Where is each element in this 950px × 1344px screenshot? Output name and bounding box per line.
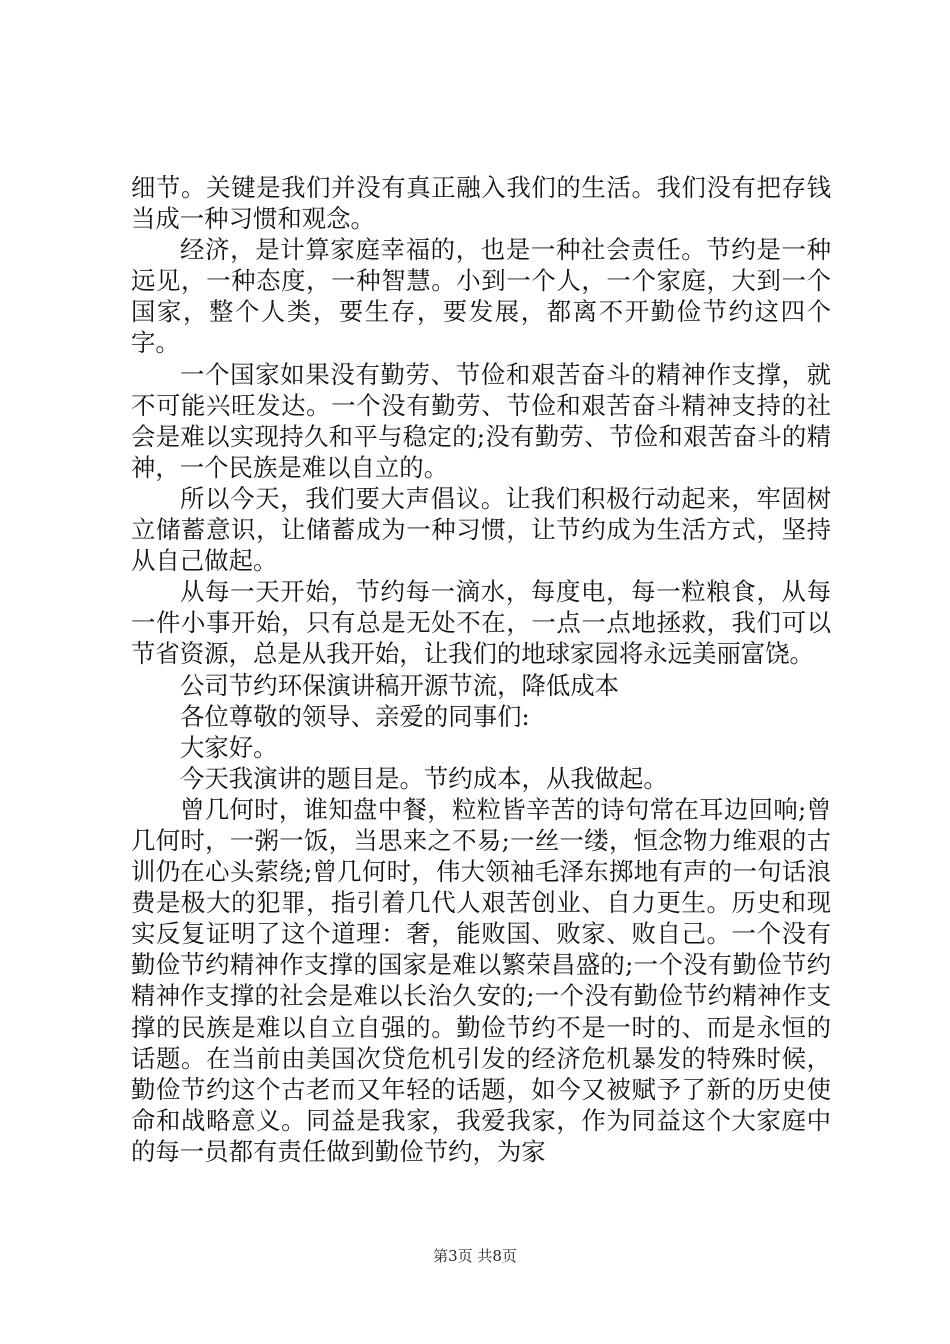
- page-number-footer: 第3页 共8页: [433, 1247, 517, 1265]
- paragraph: 一个国家如果没有勤劳、节俭和艰苦奋斗的精神作支撑，就不可能兴旺发达。一个没有勤劳、节俭和艰苦奋斗精神支持的社会是难以实现持久和平与稳定的;没有勤劳、节俭和艰苦奋斗的精神，一个民族是难以自立的。: [131, 359, 831, 482]
- paragraph: 今天我演讲的题目是。节约成本，从我做起。: [180, 763, 668, 793]
- paragraph: 曾几何时，谁知盘中餐，粒粒皆辛苦的诗句常在耳边回响;曾几何时，一粥一饭，当思来之不易;一丝一缕，恒念物力维艰的古训仍在心头萦绕;曾几何时，伟大领袖毛泽东掷地有声的一句话浪费是极大的犯罪，指引着几代人艰苦创业、自力更生。历史和现实反复证明了这个道理：奢，能败国、败家、败自己。一个没有勤俭节约精神作支撑的国家是难以繁荣昌盛的;一个没有勤俭节约精神作支撑的社会是难以长治久安的;一个没有勤俭节约精神作支撑的民族是难以自立自强的。勤俭节约不是一时的、而是永恒的话题。在当前由美国次贷危机引发的经济危机暴发的特殊时候，勤俭节约这个古老而又年轻的话题，如今又被赋予了新的历史使命和战略意义。同益是我家，我爱我家，作为同益这个大家庭中的每一员都有责任做到勤俭节约，为家: [131, 794, 831, 1166]
- paragraph: 公司节约环保演讲稿开源节流，降低成本: [180, 670, 620, 700]
- document-body: [131, 172, 831, 1167]
- paragraph: 细节。关键是我们并没有真正融入我们的生活。我们没有把存钱当成一种习惯和观念。: [131, 173, 831, 234]
- paragraph: 所以今天，我们要大声倡议。让我们积极行动起来，牢固树立储蓄意识，让储蓄成为一种习惯，让节约成为生活方式，坚持从自己做起。: [131, 483, 831, 576]
- paragraph: 从每一天开始，节约每一滴水，每度电，每一粒粮食，从每一件小事开始，只有总是无处不在，一点一点地拯救，我们可以节省资源，总是从我开始，让我们的地球家园将永远美丽富饶。: [131, 577, 831, 669]
- paragraph: 大家好。: [180, 732, 278, 762]
- paragraph: 经济，是计算家庭幸福的，也是一种社会责任。节约是一种远见，一种态度，一种智慧。小到一个人，一个家庭，大到一个国家，整个人类，要生存，要发展，都离不开勤俭节约这四个字。: [131, 235, 831, 358]
- paragraph: 各位尊敬的领导、亲爱的同事们:: [180, 701, 530, 731]
